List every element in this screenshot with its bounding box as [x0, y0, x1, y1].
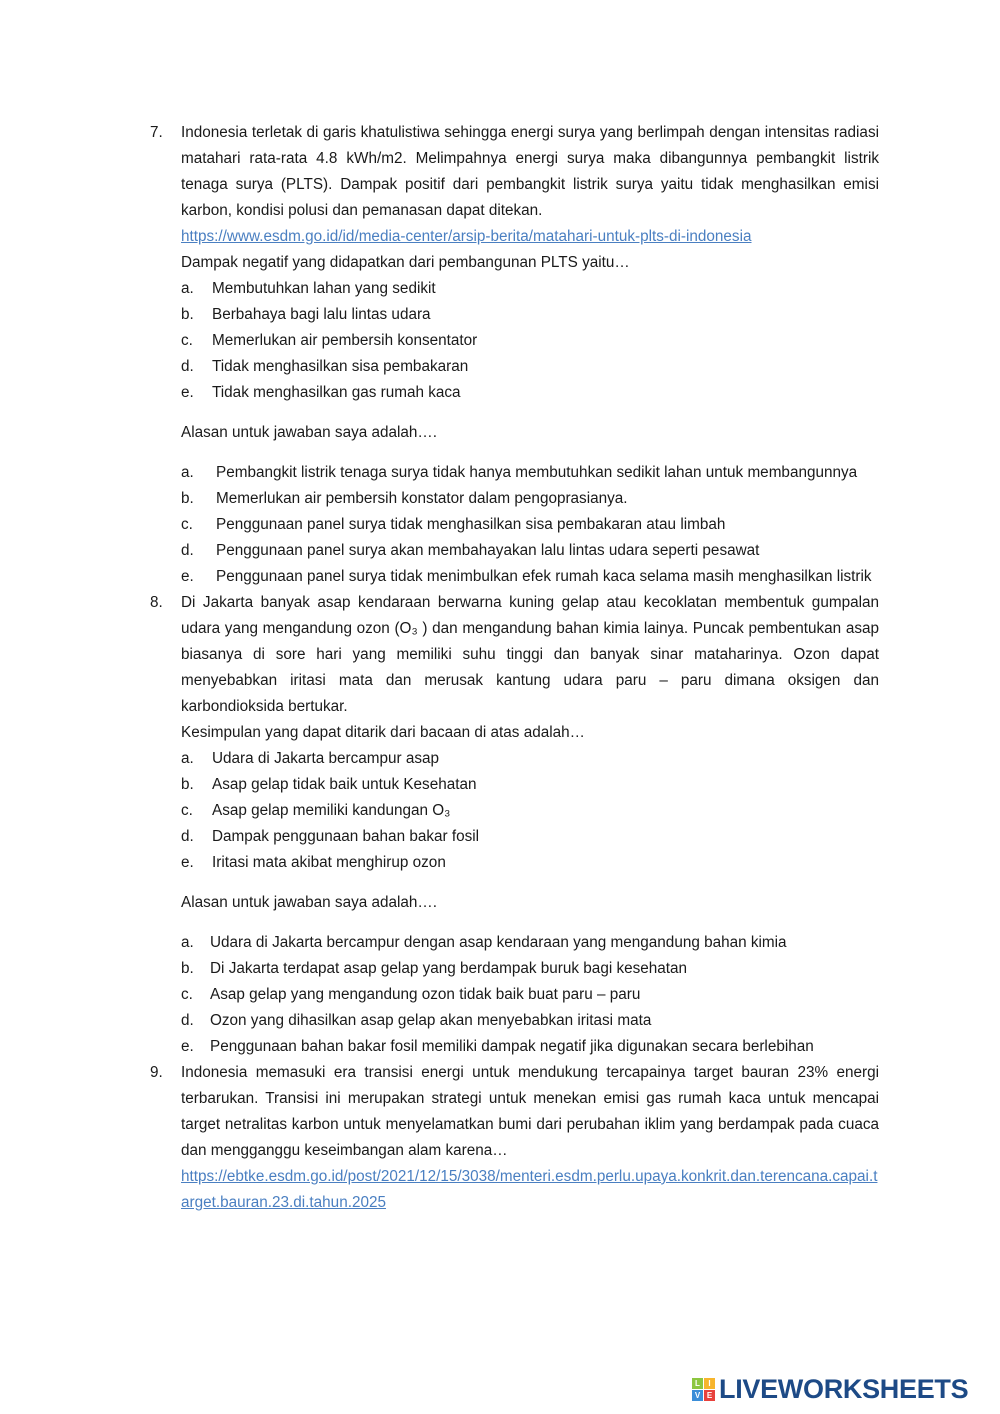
reason-letter: a. [181, 464, 194, 481]
reason-text: Penggunaan panel surya akan membahayakan lalu lintas udara seperti pesawat [216, 542, 760, 559]
option-letter: e. [181, 384, 194, 401]
question-7 [150, 120, 879, 590]
question-prompt: Kesimpulan yang dapat ditarik dari bacaan di atas adalah… [181, 724, 585, 741]
answer-option[interactable] [181, 354, 879, 380]
answer-option[interactable] [181, 302, 879, 328]
question-stem: Indonesia memasuki era transisi energi untuk mendukung tercapainya target bauran 23% energi terbarukan. Transisi ini merupakan strategi untuk menekan emisi gas rumah kaca untuk mencapai target netralitas karbon untuk menyelamatkan bumi dari perubahan iklim yang berdampak pada cuaca dan mengganggu keseimbangan alam karena… [181, 1064, 879, 1159]
reason-letter: a. [181, 934, 194, 951]
reason-option[interactable] [181, 512, 879, 538]
reason-letter: d. [181, 542, 194, 559]
answer-option[interactable] [181, 850, 879, 876]
reason-letter: d. [181, 1012, 194, 1029]
reason-text: Asap gelap yang mengandung ozon tidak baik buat paru – paru [210, 986, 641, 1003]
reason-options [181, 460, 879, 590]
question-9 [150, 1060, 879, 1216]
reason-letter: e. [181, 1038, 194, 1055]
answer-option[interactable] [181, 328, 879, 354]
answer-option[interactable] [181, 798, 879, 824]
reason-option[interactable] [181, 1034, 879, 1060]
option-text: Tidak menghasilkan sisa pembakaran [212, 358, 469, 375]
option-letter: b. [181, 306, 194, 323]
option-letter: d. [181, 828, 194, 845]
question-number: 7. [150, 124, 163, 141]
reason-option[interactable] [181, 460, 879, 486]
option-letter: a. [181, 280, 194, 297]
question-8 [150, 590, 879, 1060]
logo-brand-text: LIVEWORKSHEETS [719, 1374, 969, 1404]
reason-text: Memerlukan air pembersih konstator dalam pengoprasianya. [216, 490, 628, 507]
answer-option[interactable] [181, 772, 879, 798]
answer-option[interactable] [181, 824, 879, 850]
reason-letter: c. [181, 516, 193, 533]
spacer [181, 916, 879, 930]
logo-tile: E [704, 1390, 715, 1401]
question-number: 9. [150, 1064, 163, 1081]
question-prompt: Dampak negatif yang didapatkan dari pembangunan PLTS yaitu… [181, 254, 630, 271]
logo-tile: L [692, 1378, 703, 1389]
reason-text: Di Jakarta terdapat asap gelap yang berdampak buruk bagi kesehatan [210, 960, 688, 977]
option-text: Asap gelap memiliki kandungan O₃ [212, 802, 451, 819]
option-letter: d. [181, 358, 194, 375]
answer-option[interactable] [181, 746, 879, 772]
option-letter: c. [181, 802, 193, 819]
spacer [181, 446, 879, 460]
logo-tile: I [704, 1378, 715, 1389]
reason-options [181, 930, 879, 1060]
reason-letter: c. [181, 986, 193, 1003]
worksheet-document [150, 120, 879, 1216]
reason-text: Penggunaan panel surya tidak menghasilkan sisa pembakaran atau limbah [216, 516, 726, 533]
reason-text: Udara di Jakarta bercampur dengan asap kendaraan yang mengandung bahan kimia [210, 934, 787, 951]
reason-option[interactable] [181, 1008, 879, 1034]
answer-options [181, 276, 879, 406]
question-stem: Di Jakarta banyak asap kendaraan berwarna kuning gelap atau kecoklatan membentuk gumpalan udara yang mengandung ozon (O₃ ) dan mengandung bahan kimia lainya. Puncak pembentukan asap biasanya di sore hari yang memiliki suhu tinggi dan banyak sinar mataharinya. Ozon dapat menyebabkan iritasi mata dan merusak kantung udara paru – paru dimana oksigen dan karbondioksida bertukar. [181, 594, 879, 715]
reason-text: Penggunaan panel surya tidak menimbulkan efek rumah kaca selama masih menghasilkan listrik [216, 568, 872, 585]
reason-text: Ozon yang dihasilkan asap gelap akan menyebabkan iritasi mata [210, 1012, 652, 1029]
option-letter: c. [181, 332, 193, 349]
reference-link[interactable]: https://www.esdm.go.id/id/media-center/arsip-berita/matahari-untuk-plts-di-indonesia [181, 228, 752, 245]
spacer [181, 406, 879, 420]
reason-text: Penggunaan bahan bakar fosil memiliki dampak negatif jika digunakan secara berlebihan [210, 1038, 814, 1055]
option-letter: a. [181, 750, 194, 767]
option-text: Tidak menghasilkan gas rumah kaca [212, 384, 461, 401]
reference-link[interactable]: https://ebtke.esdm.go.id/post/2021/12/15/3038/menteri.esdm.perlu.upaya.konkrit.dan.terencana.capai.target.bauran.23.di.tahun.2025 [181, 1168, 878, 1211]
option-text: Iritasi mata akibat menghirup ozon [212, 854, 446, 871]
reason-option[interactable] [181, 982, 879, 1008]
option-text: Berbahaya bagi lalu lintas udara [212, 306, 431, 323]
logo-tiles-icon [692, 1378, 715, 1401]
answer-options [181, 746, 879, 876]
option-letter: e. [181, 854, 194, 871]
reason-option[interactable] [181, 538, 879, 564]
reason-letter: b. [181, 960, 194, 977]
option-text: Membutuhkan lahan yang sedikit [212, 280, 436, 297]
answer-option[interactable] [181, 276, 879, 302]
reason-label: Alasan untuk jawaban saya adalah…. [181, 894, 437, 911]
reason-text: Pembangkit listrik tenaga surya tidak hanya membutuhkan sedikit lahan untuk membangunnya [216, 464, 858, 481]
option-text: Dampak penggunaan bahan bakar fosil [212, 828, 480, 845]
option-text: Asap gelap tidak baik untuk Kesehatan [212, 776, 477, 793]
option-text: Memerlukan air pembersih konsentator [212, 332, 478, 349]
option-letter: b. [181, 776, 194, 793]
reason-option[interactable] [181, 956, 879, 982]
reason-option[interactable] [181, 564, 879, 590]
spacer [181, 876, 879, 890]
question-number: 8. [150, 594, 163, 611]
liveworksheets-logo [692, 1374, 968, 1405]
reason-option[interactable] [181, 930, 879, 956]
reason-letter: b. [181, 490, 194, 507]
reason-option[interactable] [181, 486, 879, 512]
option-text: Udara di Jakarta bercampur asap [212, 750, 440, 767]
answer-option[interactable] [181, 380, 879, 406]
reason-letter: e. [181, 568, 194, 585]
logo-tile: V [692, 1390, 703, 1401]
question-stem: Indonesia terletak di garis khatulistiwa sehingga energi surya yang berlimpah dengan intensitas radiasi matahari rata-rata 4.8 kWh/m2. Melimpahnya energi surya maka dibangunnya pembangkit listrik tenaga surya (PLTS). Dampak positif dari pembangkit listrik surya yaitu tidak menghasilkan emisi karbon, kondisi polusi dan pemanasan dapat ditekan. [181, 124, 879, 219]
reason-label: Alasan untuk jawaban saya adalah…. [181, 424, 437, 441]
